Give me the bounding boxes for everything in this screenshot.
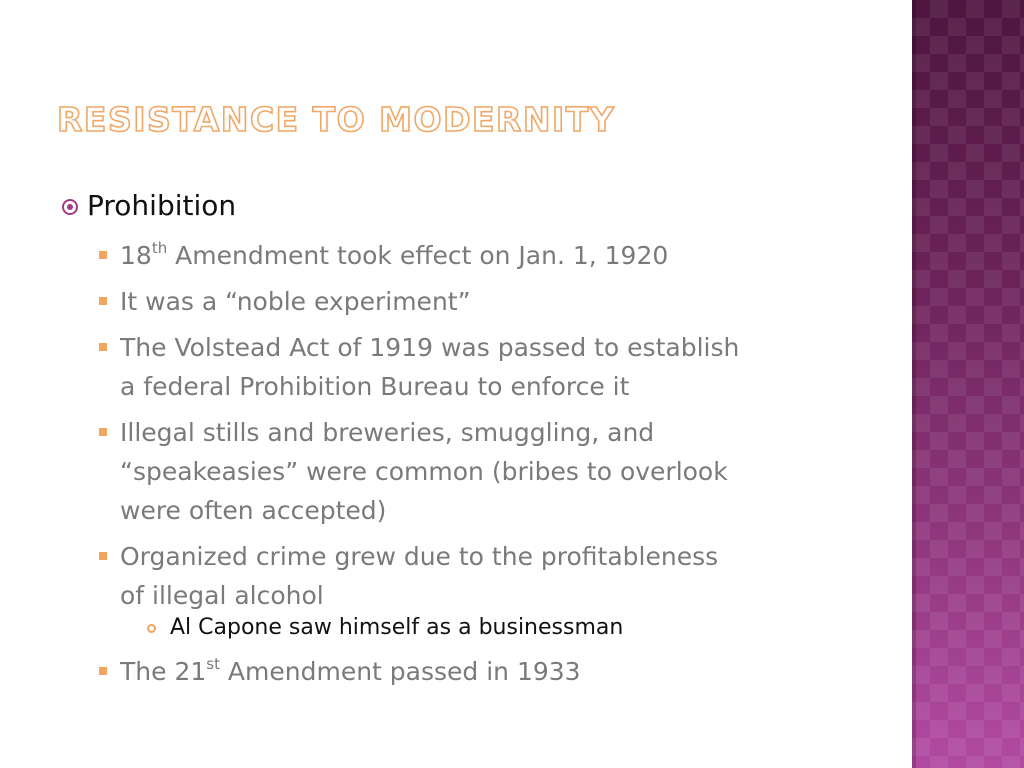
sub-bullet-list	[62, 236, 852, 691]
sub-bullet-text: It was a “noble experiment”	[120, 287, 471, 316]
sub-bullet-item	[97, 537, 852, 645]
sub-bullet-item	[97, 652, 852, 691]
main-bullet-item	[62, 186, 852, 226]
slide-body	[62, 186, 852, 698]
ring-bullet-icon	[147, 624, 156, 633]
square-bullet-icon	[99, 428, 107, 436]
sub-bullet-item	[97, 282, 852, 321]
square-bullet-icon	[99, 343, 107, 351]
square-bullet-icon	[99, 667, 107, 675]
sub-bullet-item	[97, 413, 852, 530]
side-band-edge	[912, 0, 916, 768]
sub-bullet-text: The Volstead Act of 1919 was passed to establish a federal Prohibition Bureau to enforce it	[120, 333, 740, 401]
sub-bullet-item	[97, 328, 852, 406]
nested-bullet-list	[120, 611, 852, 645]
sub-bullet-item	[97, 236, 852, 275]
decorative-side-band	[912, 0, 1024, 768]
square-bullet-icon	[99, 297, 107, 305]
nested-bullet-item	[144, 611, 852, 645]
square-bullet-icon	[99, 552, 107, 560]
sub-bullet-text: Illegal stills and breweries, smuggling, and “speakeasies” were common (bribes to overlook were often accepted)	[120, 418, 728, 525]
sub-bullet-text: The 21st Amendment passed in 1933	[120, 654, 581, 686]
circle-bullet-icon	[62, 199, 78, 215]
sub-bullet-text: Organized crime grew due to the profitableness of illegal alcohol	[120, 542, 719, 610]
main-bullet-text: Prohibition	[87, 189, 237, 222]
nested-bullet-text: Al Capone saw himself as a businessman	[170, 615, 624, 640]
square-bullet-icon	[99, 251, 107, 259]
sub-bullet-text: 18th Amendment took effect on Jan. 1, 1920	[120, 238, 669, 270]
slide-title: RESISTANCE TO MODERNITY	[57, 100, 616, 139]
diamond-pattern	[912, 0, 1024, 768]
